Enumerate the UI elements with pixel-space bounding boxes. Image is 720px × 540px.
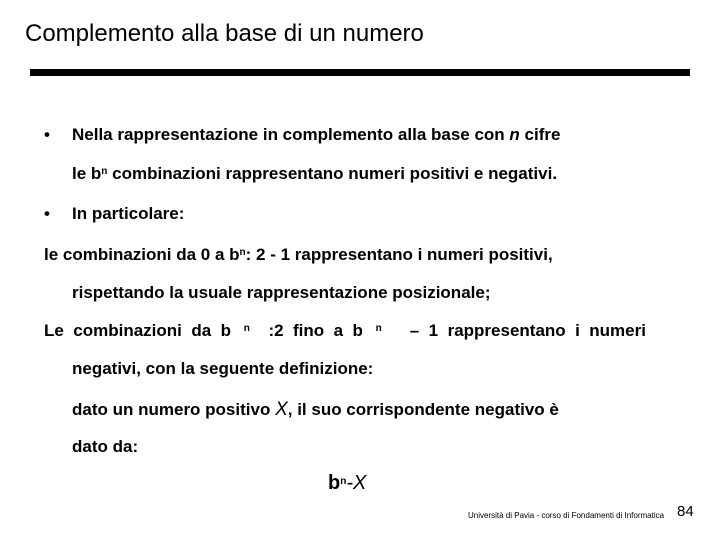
- text-span: , il suo corrispondente negativo è: [287, 400, 559, 419]
- superscript-n: n: [375, 323, 382, 334]
- bullet-marker: •: [44, 125, 50, 144]
- superscript-n: n: [239, 247, 246, 258]
- paragraph-2-line-1: [44, 321, 646, 341]
- bullet-marker: •: [44, 204, 50, 223]
- formula-rest: -X: [346, 472, 367, 494]
- text-span: dato un numero positivo: [72, 400, 276, 419]
- formula-exponent: n: [340, 476, 347, 487]
- superscript-n: n: [243, 323, 250, 334]
- bullet-2-line: In particolare:: [72, 204, 185, 223]
- bullet-1-line-1: [72, 125, 560, 145]
- paragraph-2-line-4: dato da:: [72, 437, 139, 456]
- text-span: Le combinazioni da b: [44, 321, 232, 340]
- text-span: le combinazioni da 0 a b: [44, 245, 240, 264]
- slide-title: Complemento alla base di un numero: [25, 20, 424, 47]
- paragraph-1-line-1: [44, 245, 553, 265]
- formula: [328, 472, 366, 495]
- italic-x: X: [275, 399, 288, 420]
- text-span: – 1 rappresentano i numeri: [400, 321, 646, 340]
- italic-n: n: [509, 125, 520, 144]
- text-span: Nella rappresentazione in complemento alla base con: [72, 125, 510, 144]
- bullet-1-line-2: [72, 164, 557, 184]
- text-span: le b: [72, 164, 102, 183]
- paragraph-2-line-3: [72, 399, 559, 421]
- paragraph-2-line-2: negativi, con la seguente definizione:: [72, 359, 374, 378]
- text-span: cifre: [519, 125, 561, 144]
- title-underline: [30, 69, 690, 76]
- text-span: :2 fino a b: [268, 321, 363, 340]
- formula-base: b: [328, 472, 341, 494]
- text-span: : 2 - 1 rappresentano i numeri positivi,: [245, 245, 553, 264]
- superscript-n: n: [101, 166, 108, 177]
- text-span: combinazioni rappresentano numeri positivi e negativi.: [107, 164, 558, 183]
- page-number: 84: [677, 503, 694, 520]
- paragraph-1-line-2: rispettando la usuale rappresentazione posizionale;: [72, 283, 491, 302]
- footer-text: Università di Pavia - corso di Fondamenti di Informatica: [468, 511, 665, 520]
